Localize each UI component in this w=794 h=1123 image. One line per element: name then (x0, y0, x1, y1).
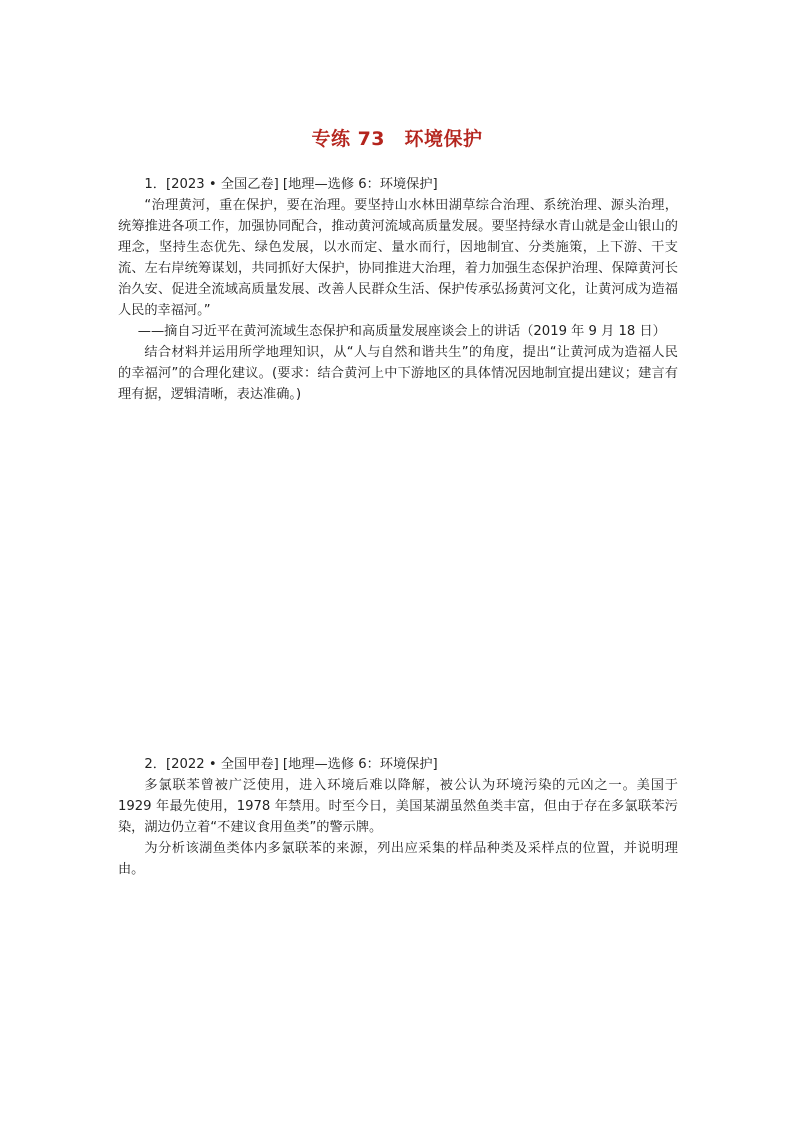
page-title: 专练 73 环境保护 (311, 128, 483, 150)
question-2 (118, 754, 678, 880)
question-1-header: 1．[2023 • 全国乙卷] [地理—选修 6：环境保护] (144, 177, 438, 192)
question-2-header: 2．[2022 • 全国甲卷] [地理—选修 6：环境保护] (144, 757, 438, 772)
question-1 (118, 174, 678, 405)
question-2-prompt: 为分析该湖鱼类体内多氯联苯的来源，列出应采集的样品种类及采样点的位置，并说明理由。 (118, 841, 678, 877)
question-1-source: ——摘自习近平在黄河流域生态保护和高质量发展座谈会上的讲话（2019 年 9 月 18 日） (137, 324, 666, 339)
question-1-quote: “治理黄河，重在保护，要在治理。要坚持山水林田湖草综合治理、系统治理、源头治理，统筹推进各项工作，加强协同配合，推动黄河流域高质量发展。要坚持绿水青山就是金山银山的理念，坚持生态优先、绿色发展，以水而定、量水而行，因地制宜、分类施策，上下游、干支流、左右岸统筹谋划，共同抓好大保护，协同推进大治理，着力加强生态保护治理、保障黄河长治久安、促进全流域高质量发展、改善人民群众生活、保护传承弘扬黄河文化，让黄河成为造福人民的幸福河。” (118, 198, 678, 318)
question-1-prompt: 结合材料并运用所学地理知识，从“人与自然和谐共生”的角度，提出“让黄河成为造福人民的幸福河”的合理化建议。(要求：结合黄河上中下游地区的具体情况因地制宜提出建议；建言有理有据，逻辑清晰，表达准确。) (118, 345, 678, 402)
question-2-material: 多氯联苯曾被广泛使用，进入环境后难以降解，被公认为环境污染的元凶之一。美国于 1929 年最先使用，1978 年禁用。时至今日，美国某湖虽然鱼类丰富，但由于存在多氯联苯污染，湖边仍立着“不建议食用鱼类”的警示牌。 (118, 778, 678, 835)
